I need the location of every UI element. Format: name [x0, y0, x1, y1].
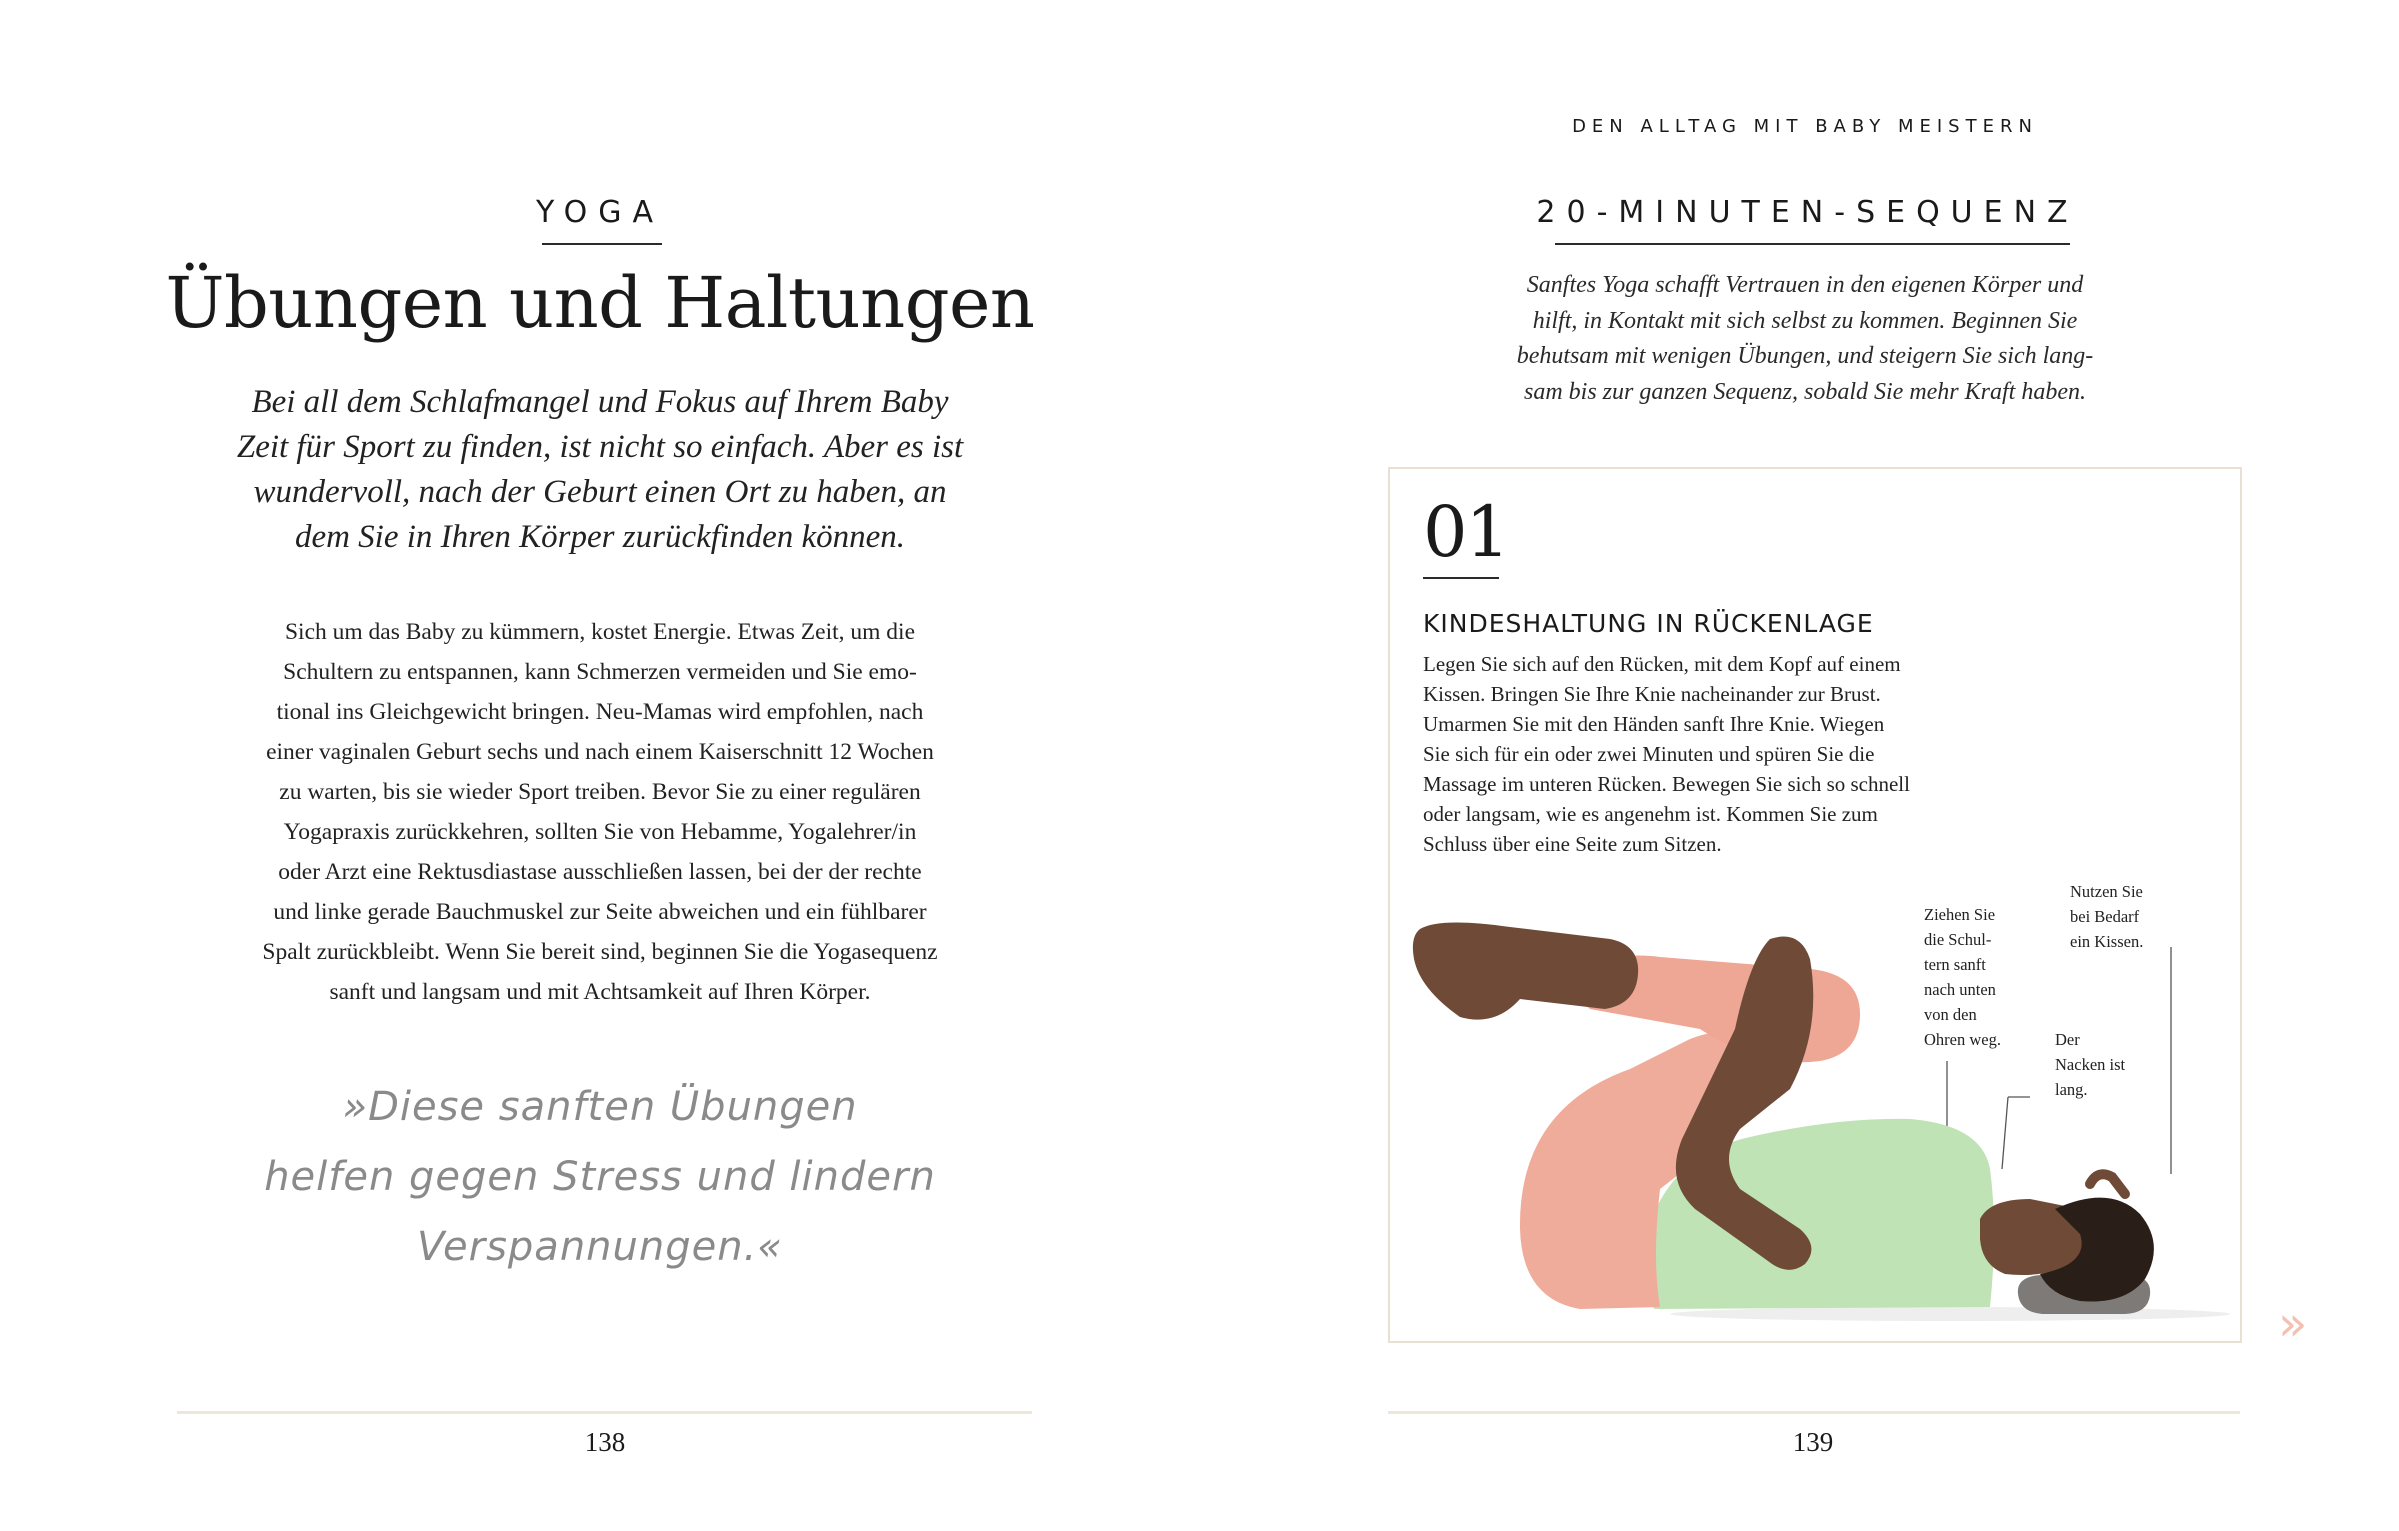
- lead-paragraph: [100, 380, 1100, 560]
- footer-rule: [177, 1411, 1032, 1414]
- double-chevron-right-icon[interactable]: »: [2278, 1296, 2300, 1352]
- exercise-number: 01: [1423, 491, 1509, 573]
- lead-line: Bei all dem Schlafmangel und Fokus auf Ihrem Baby: [251, 384, 949, 420]
- exercise-description: Legen Sie sich auf den Rücken, mit dem Kopf auf einem Kissen. Bringen Sie Ihre Knie nacheinander zur Brust. Umarmen Sie mit den Händen sanft Ihre Knie. Wiegen Sie sich für ein oder zwei Minuten und spüren Sie die Massage im unteren Rücken. Bewegen Sie sich so schnell oder langsam, wie es angenehm ist. Kommen Sie zum Schluss über eine Seite zum Sitzen.: [1423, 652, 1910, 856]
- pull-quote: [150, 1072, 1050, 1282]
- annotation-shoulders: Ziehen Sie die Schul- tern sanft nach unten von den Ohren weg.: [1924, 905, 2001, 1049]
- lead-line: wundervoll, nach der Geburt einen Ort zu haben, an: [253, 474, 947, 510]
- section-label-yoga: YOGA: [535, 195, 665, 230]
- lead-line: Zeit für Sport zu finden, ist nicht so einfach. Aber es ist: [236, 429, 964, 465]
- exercise-card: [1388, 467, 2242, 1343]
- section-label-sequence: 20-MINUTEN-SEQUENZ: [1536, 195, 2079, 230]
- lower-leg-skin: [1413, 922, 1638, 1019]
- section-label-underline: [1555, 243, 2070, 245]
- page-number-left: 138: [584, 1427, 626, 1457]
- annotation-pillow: Nutzen Sie bei Bedarf ein Kissen.: [2070, 882, 2144, 951]
- quote-line: helfen gegen Stress und lindern: [264, 1154, 936, 1200]
- lead-line: dem Sie in Ihren Körper zurückfinden können.: [294, 519, 906, 555]
- footer-rule: [1388, 1411, 2240, 1414]
- intro-paragraph: Sanftes Yoga schafft Vertrauen in den eigenen Körper und hilft, in Kontakt mit sich selbst zu kommen. Beginnen Sie behutsam mit wenigen Übungen, und steigern Sie sich lang- sam bis zur ganzen Sequenz, sobald Sie mehr Kraft haben.: [1516, 272, 2094, 405]
- quote-line: Verspannungen.«: [417, 1224, 783, 1270]
- section-label-underline: [542, 243, 662, 245]
- quote-line: »Diese sanften Übungen: [342, 1084, 858, 1130]
- annotation-neck: Der Nacken ist lang.: [2055, 1030, 2126, 1099]
- running-head: DEN ALLTAG MIT BABY MEISTERN: [1572, 116, 2038, 137]
- exercise-title: KINDESHALTUNG IN RÜCKENLAGE: [1423, 609, 1874, 638]
- pose-illustration: [1390, 469, 2240, 1341]
- page-headline: Übungen und Haltungen: [165, 262, 1035, 344]
- page-number-right: 139: [1792, 1427, 1834, 1457]
- right-page: [1200, 0, 2399, 1531]
- body-paragraph: Sich um das Baby zu kümmern, kostet Energie. Etwas Zeit, um die Schultern zu entspannen, kann Schmerzen vermeiden und Sie emo- tional ins Gleichgewicht bringen. Neu-Mamas wird empfohlen, nach einer vaginalen Geburt sechs und nach einem Kaiserschnitt 12 Wochen zu warten, bis sie wieder Sport treiben. Bevor Sie zu einer regulären Yogapraxis zurückkehren, sollten Sie von Hebamme, Yogalehrer/in oder Arzt eine Rektusdiastase ausschließen lassen, bei der der rechte und linke gerade Bauchmuskel zur Seite abweichen und ein fühlbarer Spalt zurückbleibt. Wenn Sie bereit sind, beginnen Sie die Yogasequenz sanft und langsam und mit Achtsamkeit auf Ihren Körper.: [262, 619, 938, 1005]
